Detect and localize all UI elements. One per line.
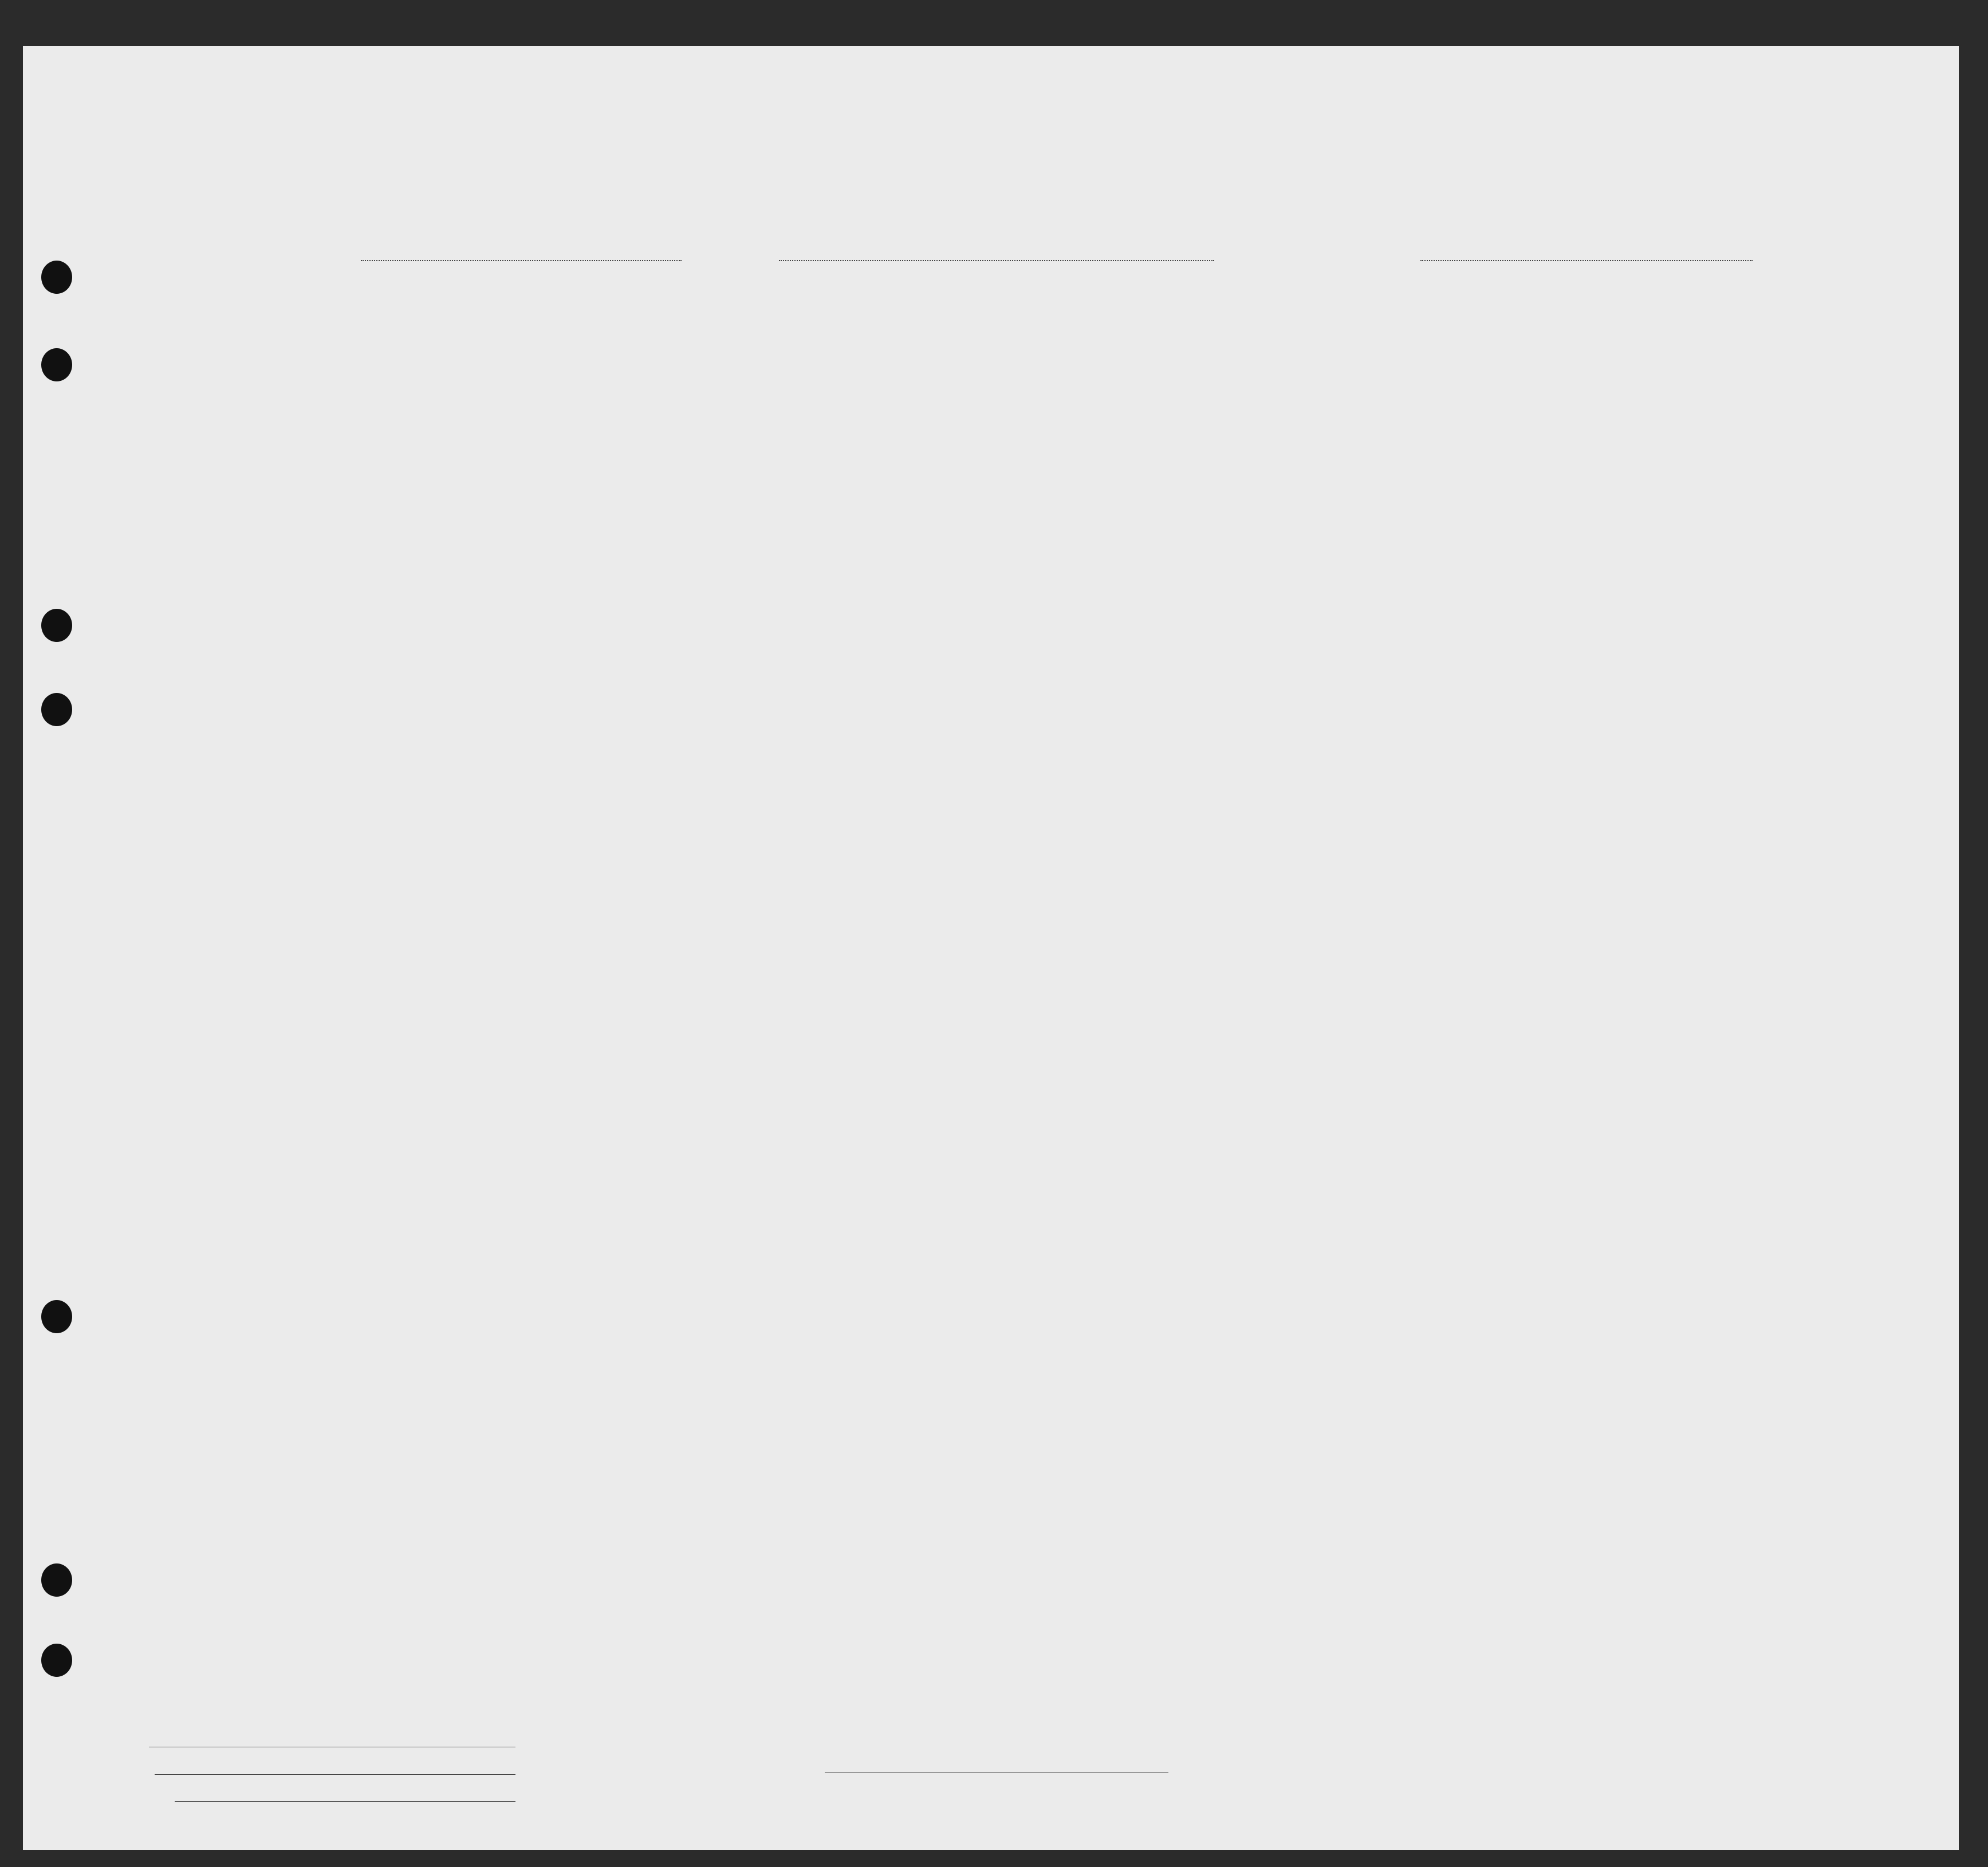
agents-dotted	[175, 1801, 515, 1802]
owners-dotted	[155, 1774, 515, 1775]
